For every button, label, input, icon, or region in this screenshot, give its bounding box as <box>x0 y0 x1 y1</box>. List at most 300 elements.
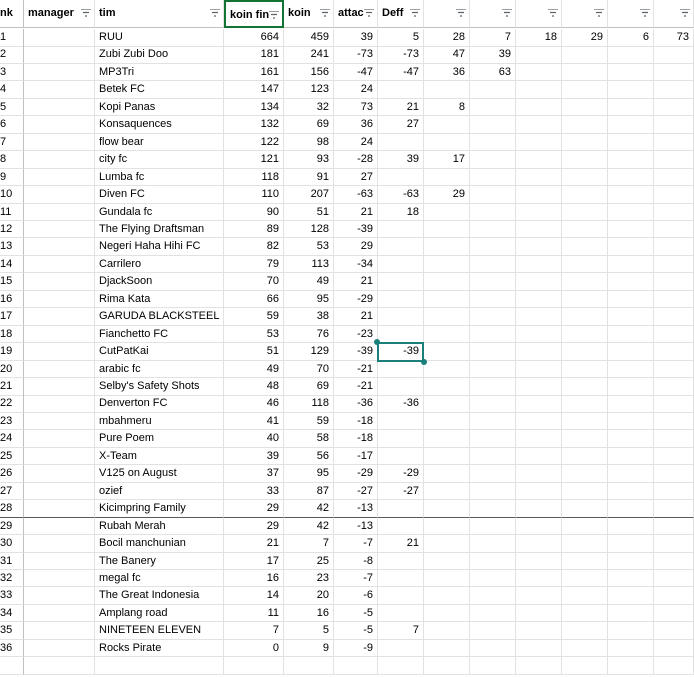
cell-koin-final[interactable]: 134 <box>224 99 284 117</box>
cell-manager[interactable] <box>24 99 95 117</box>
cell-col-i[interactable] <box>470 256 516 274</box>
cell-col-j[interactable] <box>516 256 562 274</box>
cell-koin-final[interactable]: 46 <box>224 395 284 413</box>
cell-deff[interactable] <box>378 570 424 588</box>
filter-icon[interactable] <box>210 9 220 17</box>
cell-manager[interactable] <box>24 221 95 239</box>
cell-koin[interactable]: 5 <box>284 622 334 640</box>
cell-col-h[interactable] <box>424 116 470 134</box>
cell-attack[interactable]: -5 <box>334 622 378 640</box>
cell-koin[interactable]: 25 <box>284 553 334 571</box>
cell-koin-final[interactable]: 29 <box>224 500 284 518</box>
cell-koin-final[interactable]: 59 <box>224 308 284 326</box>
cell-col-m[interactable] <box>654 657 694 675</box>
cell-col-m[interactable] <box>654 640 694 658</box>
cell-col-j[interactable] <box>516 448 562 466</box>
cell-col-i[interactable]: 39 <box>470 46 516 64</box>
cell-deff[interactable] <box>378 605 424 623</box>
cell-attack[interactable]: -29 <box>334 291 378 309</box>
cell-koin[interactable]: 58 <box>284 430 334 448</box>
filter-icon[interactable] <box>456 9 466 17</box>
cell-col-l[interactable] <box>608 273 654 291</box>
cell-koin-final[interactable]: 16 <box>224 570 284 588</box>
cell-tim[interactable]: Denverton FC <box>95 395 224 413</box>
column-header-col-h[interactable] <box>424 0 470 28</box>
cell-col-l[interactable] <box>608 221 654 239</box>
cell-koin[interactable]: 129 <box>284 343 334 361</box>
filter-icon[interactable] <box>640 9 650 17</box>
cell-manager[interactable] <box>24 273 95 291</box>
cell-col-h[interactable] <box>424 378 470 396</box>
cell-koin-final[interactable]: 17 <box>224 553 284 571</box>
cell-col-i[interactable] <box>470 587 516 605</box>
cell-deff[interactable]: -63 <box>378 186 424 204</box>
cell-koin[interactable]: 95 <box>284 291 334 309</box>
cell-koin[interactable]: 70 <box>284 361 334 379</box>
cell-col-k[interactable] <box>562 186 608 204</box>
cell-col-h[interactable] <box>424 169 470 187</box>
cell-col-h[interactable] <box>424 256 470 274</box>
cell-col-h[interactable] <box>424 81 470 99</box>
cell-koin-final[interactable]: 0 <box>224 640 284 658</box>
cell-koin[interactable]: 241 <box>284 46 334 64</box>
cell-koin-final[interactable]: 39 <box>224 448 284 466</box>
cell-col-j[interactable] <box>516 221 562 239</box>
cell-manager[interactable] <box>24 81 95 99</box>
cell-col-k[interactable] <box>562 553 608 571</box>
cell-tim[interactable]: ozief <box>95 483 224 501</box>
cell-attack[interactable]: -27 <box>334 483 378 501</box>
column-header-col-k[interactable] <box>562 0 608 28</box>
cell-col-h[interactable] <box>424 640 470 658</box>
cell-koin-final[interactable]: 110 <box>224 186 284 204</box>
cell-attack[interactable]: 21 <box>334 308 378 326</box>
cell-col-j[interactable] <box>516 46 562 64</box>
cell-col-m[interactable] <box>654 483 694 501</box>
cell-col-m[interactable] <box>654 238 694 256</box>
cell-manager[interactable] <box>24 151 95 169</box>
cell-koin-final[interactable]: 147 <box>224 81 284 99</box>
column-header-col-i[interactable] <box>470 0 516 28</box>
cell-attack[interactable]: 27 <box>334 169 378 187</box>
cell-manager[interactable] <box>24 657 95 675</box>
cell-attack[interactable]: 39 <box>334 29 378 47</box>
filter-icon[interactable] <box>364 9 374 17</box>
cell-col-j[interactable] <box>516 343 562 361</box>
cell-col-i[interactable]: 7 <box>470 29 516 47</box>
cell-attack[interactable]: -18 <box>334 430 378 448</box>
cell-manager[interactable] <box>24 204 95 222</box>
cell-col-l[interactable] <box>608 587 654 605</box>
cell-col-j[interactable] <box>516 657 562 675</box>
cell-koin-final[interactable]: 40 <box>224 430 284 448</box>
cell-col-l[interactable] <box>608 186 654 204</box>
cell-col-j[interactable] <box>516 483 562 501</box>
cell-col-j[interactable] <box>516 134 562 152</box>
cell-col-l[interactable] <box>608 308 654 326</box>
cell-col-j[interactable] <box>516 395 562 413</box>
cell-tim[interactable]: megal fc <box>95 570 224 588</box>
cell-tim[interactable]: Bocil manchunian <box>95 535 224 553</box>
cell-col-l[interactable] <box>608 151 654 169</box>
cell-manager[interactable] <box>24 535 95 553</box>
cell-col-m[interactable] <box>654 518 694 536</box>
cell-koin[interactable]: 9 <box>284 640 334 658</box>
cell-manager[interactable] <box>24 483 95 501</box>
cell-koin-final[interactable]: 121 <box>224 151 284 169</box>
cell-koin-final[interactable]: 7 <box>224 622 284 640</box>
cell-deff[interactable] <box>378 518 424 536</box>
cell-col-k[interactable] <box>562 570 608 588</box>
cell-col-i[interactable] <box>470 343 516 361</box>
cell-tim[interactable]: Konsaquences <box>95 116 224 134</box>
cell-col-i[interactable] <box>470 151 516 169</box>
cell-col-m[interactable] <box>654 553 694 571</box>
cell-deff[interactable]: 21 <box>378 535 424 553</box>
cell-deff[interactable] <box>378 221 424 239</box>
cell-attack[interactable]: 29 <box>334 238 378 256</box>
cell-col-h[interactable] <box>424 500 470 518</box>
cell-col-m[interactable] <box>654 186 694 204</box>
cell-attack[interactable]: -9 <box>334 640 378 658</box>
cell-col-l[interactable] <box>608 465 654 483</box>
cell-col-j[interactable] <box>516 238 562 256</box>
cell-koin[interactable]: 98 <box>284 134 334 152</box>
filter-icon[interactable] <box>548 9 558 17</box>
cell-col-l[interactable] <box>608 256 654 274</box>
cell-col-l[interactable] <box>608 378 654 396</box>
cell-deff[interactable]: 21 <box>378 99 424 117</box>
cell-col-k[interactable] <box>562 465 608 483</box>
cell-col-i[interactable] <box>470 465 516 483</box>
cell-manager[interactable] <box>24 343 95 361</box>
cell-tim[interactable]: The Flying Draftsman <box>95 221 224 239</box>
cell-col-h[interactable] <box>424 605 470 623</box>
cell-manager[interactable] <box>24 238 95 256</box>
cell-tim[interactable]: Pure Poem <box>95 430 224 448</box>
cell-koin-final[interactable]: 89 <box>224 221 284 239</box>
cell-attack[interactable]: -7 <box>334 570 378 588</box>
cell-col-m[interactable] <box>654 64 694 82</box>
cell-col-i[interactable] <box>470 622 516 640</box>
cell-col-k[interactable] <box>562 273 608 291</box>
cell-col-m[interactable]: 73 <box>654 29 694 47</box>
cell-col-i[interactable] <box>470 640 516 658</box>
cell-manager[interactable] <box>24 378 95 396</box>
cell-deff[interactable] <box>378 587 424 605</box>
cell-deff[interactable] <box>378 500 424 518</box>
cell-col-h[interactable] <box>424 657 470 675</box>
filter-icon[interactable] <box>594 9 604 17</box>
cell-deff[interactable]: 18 <box>378 204 424 222</box>
cell-col-k[interactable] <box>562 238 608 256</box>
cell-col-h[interactable]: 47 <box>424 46 470 64</box>
cell-manager[interactable] <box>24 256 95 274</box>
cell-col-i[interactable] <box>470 116 516 134</box>
cell-col-j[interactable] <box>516 622 562 640</box>
cell-koin-final[interactable]: 53 <box>224 326 284 344</box>
cell-deff[interactable] <box>378 291 424 309</box>
cell-col-k[interactable] <box>562 64 608 82</box>
cell-koin-final[interactable]: 49 <box>224 361 284 379</box>
cell-col-i[interactable] <box>470 483 516 501</box>
cell-col-j[interactable] <box>516 81 562 99</box>
cell-col-l[interactable] <box>608 570 654 588</box>
cell-col-k[interactable] <box>562 116 608 134</box>
cell-koin-final[interactable]: 181 <box>224 46 284 64</box>
cell-tim[interactable]: Negeri Haha Hihi FC <box>95 238 224 256</box>
cell-col-i[interactable] <box>470 186 516 204</box>
cell-koin[interactable]: 7 <box>284 535 334 553</box>
cell-deff[interactable] <box>378 256 424 274</box>
cell-koin[interactable]: 56 <box>284 448 334 466</box>
cell-deff[interactable] <box>378 326 424 344</box>
cell-koin-final[interactable]: 118 <box>224 169 284 187</box>
cell-tim[interactable]: X-Team <box>95 448 224 466</box>
cell-attack[interactable]: -34 <box>334 256 378 274</box>
cell-koin[interactable]: 95 <box>284 465 334 483</box>
cell-col-j[interactable] <box>516 553 562 571</box>
cell-col-h[interactable] <box>424 622 470 640</box>
cell-tim[interactable]: The Banery <box>95 553 224 571</box>
cell-col-i[interactable] <box>470 553 516 571</box>
cell-col-i[interactable] <box>470 169 516 187</box>
cell-attack[interactable]: -39 <box>334 221 378 239</box>
cell-col-l[interactable] <box>608 657 654 675</box>
cell-koin-final[interactable]: 90 <box>224 204 284 222</box>
cell-col-i[interactable] <box>470 430 516 448</box>
cell-col-i[interactable] <box>470 448 516 466</box>
cell-col-l[interactable] <box>608 81 654 99</box>
cell-manager[interactable] <box>24 291 95 309</box>
cell-tim[interactable]: DjackSoon <box>95 273 224 291</box>
cell-col-l[interactable] <box>608 448 654 466</box>
cell-col-m[interactable] <box>654 395 694 413</box>
cell-koin-final[interactable]: 664 <box>224 29 284 47</box>
cell-tim[interactable]: The Great Indonesia <box>95 587 224 605</box>
cell-col-j[interactable] <box>516 291 562 309</box>
cell-col-i[interactable] <box>470 657 516 675</box>
cell-col-h[interactable] <box>424 430 470 448</box>
cell-col-h[interactable]: 8 <box>424 99 470 117</box>
cell-col-l[interactable] <box>608 518 654 536</box>
cell-koin[interactable]: 156 <box>284 64 334 82</box>
cell-manager[interactable] <box>24 448 95 466</box>
cell-col-i[interactable]: 63 <box>470 64 516 82</box>
cell-koin-final[interactable]: 132 <box>224 116 284 134</box>
cell-col-j[interactable] <box>516 500 562 518</box>
cell-col-m[interactable] <box>654 81 694 99</box>
cell-deff[interactable]: 7 <box>378 622 424 640</box>
cell-koin[interactable]: 69 <box>284 378 334 396</box>
cell-koin[interactable]: 16 <box>284 605 334 623</box>
cell-col-h[interactable] <box>424 465 470 483</box>
cell-col-i[interactable] <box>470 500 516 518</box>
cell-attack[interactable]: -21 <box>334 361 378 379</box>
cell-col-m[interactable] <box>654 99 694 117</box>
cell-col-k[interactable] <box>562 361 608 379</box>
cell-col-j[interactable] <box>516 169 562 187</box>
cell-col-h[interactable] <box>424 291 470 309</box>
cell-koin[interactable]: 207 <box>284 186 334 204</box>
cell-col-k[interactable] <box>562 483 608 501</box>
cell-tim[interactable]: Kicimpring Family <box>95 500 224 518</box>
cell-col-h[interactable] <box>424 448 470 466</box>
cell-col-k[interactable] <box>562 430 608 448</box>
cell-koin[interactable]: 87 <box>284 483 334 501</box>
column-header-col-m[interactable] <box>654 0 694 28</box>
cell-col-m[interactable] <box>654 134 694 152</box>
cell-col-k[interactable] <box>562 308 608 326</box>
cell-col-l[interactable] <box>608 116 654 134</box>
cell-attack[interactable]: 21 <box>334 273 378 291</box>
column-header-manager[interactable] <box>24 0 95 28</box>
cell-col-j[interactable] <box>516 204 562 222</box>
cell-manager[interactable] <box>24 361 95 379</box>
cell-attack[interactable]: -29 <box>334 465 378 483</box>
filter-icon[interactable] <box>680 9 690 17</box>
cell-col-j[interactable] <box>516 587 562 605</box>
cell-attack[interactable]: -13 <box>334 518 378 536</box>
cell-koin[interactable]: 51 <box>284 204 334 222</box>
cell-col-j[interactable] <box>516 605 562 623</box>
cell-col-k[interactable] <box>562 378 608 396</box>
cell-col-j[interactable] <box>516 465 562 483</box>
cell-koin[interactable]: 20 <box>284 587 334 605</box>
cell-col-h[interactable] <box>424 343 470 361</box>
cell-tim[interactable]: Fianchetto FC <box>95 326 224 344</box>
filter-icon[interactable] <box>320 9 330 17</box>
cell-col-h[interactable] <box>424 395 470 413</box>
cell-attack[interactable]: 36 <box>334 116 378 134</box>
cell-koin[interactable]: 91 <box>284 169 334 187</box>
cell-attack[interactable]: 24 <box>334 134 378 152</box>
cell-col-l[interactable] <box>608 64 654 82</box>
cell-col-h[interactable] <box>424 553 470 571</box>
cell-attack[interactable]: -8 <box>334 553 378 571</box>
cell-attack[interactable]: -23 <box>334 326 378 344</box>
cell-col-j[interactable] <box>516 361 562 379</box>
cell-manager[interactable] <box>24 587 95 605</box>
cell-koin-final[interactable]: 51 <box>224 343 284 361</box>
cell-col-k[interactable] <box>562 134 608 152</box>
cell-koin[interactable]: 59 <box>284 413 334 431</box>
cell-koin-final[interactable]: 66 <box>224 291 284 309</box>
cell-col-j[interactable]: 18 <box>516 29 562 47</box>
cell-col-l[interactable] <box>608 204 654 222</box>
cell-koin-final[interactable]: 29 <box>224 518 284 536</box>
cell-tim[interactable] <box>95 657 224 675</box>
cell-deff[interactable] <box>378 273 424 291</box>
cell-manager[interactable] <box>24 553 95 571</box>
cell-col-h[interactable] <box>424 535 470 553</box>
cell-tim[interactable]: MP3Tri <box>95 64 224 82</box>
cell-col-m[interactable] <box>654 308 694 326</box>
cell-tim[interactable]: Rocks Pirate <box>95 640 224 658</box>
cell-col-l[interactable] <box>608 553 654 571</box>
cell-deff[interactable]: -73 <box>378 46 424 64</box>
cell-manager[interactable] <box>24 116 95 134</box>
cell-col-h[interactable] <box>424 273 470 291</box>
column-header-deff[interactable] <box>378 0 424 28</box>
cell-col-m[interactable] <box>654 326 694 344</box>
cell-col-m[interactable] <box>654 291 694 309</box>
cell-col-j[interactable] <box>516 186 562 204</box>
cell-manager[interactable] <box>24 64 95 82</box>
cell-deff[interactable] <box>378 361 424 379</box>
cell-tim[interactable]: Kopi Panas <box>95 99 224 117</box>
cell-deff[interactable] <box>378 553 424 571</box>
cell-col-l[interactable] <box>608 535 654 553</box>
cell-koin-final[interactable]: 11 <box>224 605 284 623</box>
cell-col-i[interactable] <box>470 518 516 536</box>
cell-koin-final[interactable]: 33 <box>224 483 284 501</box>
cell-col-l[interactable] <box>608 343 654 361</box>
cell-col-m[interactable] <box>654 378 694 396</box>
cell-col-k[interactable] <box>562 448 608 466</box>
cell-koin-final[interactable]: 122 <box>224 134 284 152</box>
cell-deff[interactable] <box>378 430 424 448</box>
cell-koin-final[interactable]: 48 <box>224 378 284 396</box>
cell-col-j[interactable] <box>516 326 562 344</box>
cell-koin-final[interactable]: 21 <box>224 535 284 553</box>
cell-col-h[interactable] <box>424 326 470 344</box>
cell-tim[interactable]: Selby's Safety Shots <box>95 378 224 396</box>
cell-col-i[interactable] <box>470 291 516 309</box>
cell-col-m[interactable] <box>654 46 694 64</box>
cell-deff[interactable] <box>378 238 424 256</box>
cell-manager[interactable] <box>24 622 95 640</box>
cell-manager[interactable] <box>24 640 95 658</box>
filter-icon[interactable] <box>81 9 91 17</box>
cell-col-h[interactable] <box>424 361 470 379</box>
cell-koin-final[interactable]: 161 <box>224 64 284 82</box>
cell-col-m[interactable] <box>654 169 694 187</box>
cell-tim[interactable]: mbahmeru <box>95 413 224 431</box>
cell-col-k[interactable] <box>562 151 608 169</box>
cell-manager[interactable] <box>24 518 95 536</box>
cell-deff[interactable] <box>378 308 424 326</box>
cell-manager[interactable] <box>24 308 95 326</box>
cell-col-j[interactable] <box>516 378 562 396</box>
cell-manager[interactable] <box>24 134 95 152</box>
cell-koin[interactable]: 42 <box>284 500 334 518</box>
cell-col-l[interactable] <box>608 99 654 117</box>
cell-attack[interactable]: -63 <box>334 186 378 204</box>
cell-col-m[interactable] <box>654 413 694 431</box>
cell-col-k[interactable] <box>562 500 608 518</box>
cell-col-m[interactable] <box>654 256 694 274</box>
cell-tim[interactable]: Zubi Zubi Doo <box>95 46 224 64</box>
cell-attack[interactable]: -36 <box>334 395 378 413</box>
cell-col-m[interactable] <box>654 570 694 588</box>
cell-koin-final[interactable]: 79 <box>224 256 284 274</box>
cell-manager[interactable] <box>24 605 95 623</box>
cell-col-k[interactable] <box>562 605 608 623</box>
cell-tim[interactable]: Betek FC <box>95 81 224 99</box>
cell-col-i[interactable] <box>470 204 516 222</box>
cell-koin[interactable]: 38 <box>284 308 334 326</box>
cell-col-h[interactable]: 29 <box>424 186 470 204</box>
cell-col-h[interactable] <box>424 308 470 326</box>
cell-attack[interactable]: -47 <box>334 64 378 82</box>
cell-col-k[interactable] <box>562 587 608 605</box>
cell-col-m[interactable] <box>654 465 694 483</box>
cell-col-m[interactable] <box>654 343 694 361</box>
cell-col-l[interactable]: 6 <box>608 29 654 47</box>
cell-col-m[interactable] <box>654 587 694 605</box>
cell-tim[interactable]: Gundala fc <box>95 204 224 222</box>
